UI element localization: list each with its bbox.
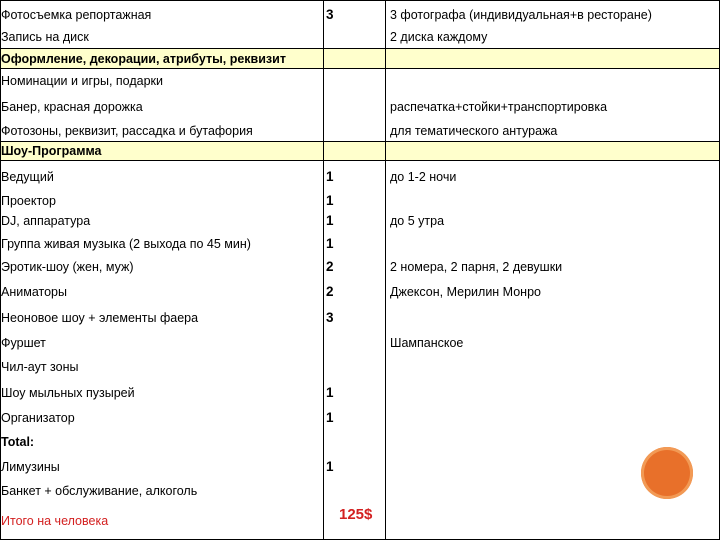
item-name: Фуршет [1,335,46,350]
grid-column-line [385,0,386,540]
item-name: Оформление, декорации, атрибуты, реквизит [1,51,286,66]
item-qty [323,48,385,68]
item-note: для тематического антуража [390,123,558,138]
table-row [0,500,720,530]
item-name: Банер, красная дорожка [1,99,143,114]
grid-row-line [0,0,720,1]
item-note: распечатка+стойки+транспортировка [390,99,608,114]
item-note: Шампанское [390,335,464,350]
item-name: Проектор [1,193,56,208]
item-qty [323,118,385,140]
item-qty [323,93,385,116]
item-name: Фотосъемка репортажная [1,7,152,22]
item-note: 2 номера, 2 парня, 2 девушки [390,259,563,274]
table-row [0,427,720,451]
table-row [0,68,720,90]
table-row [0,160,720,186]
table-row [0,301,720,327]
table-row [0,118,720,140]
table-row [0,352,720,376]
item-note [388,402,718,427]
item-name: Номинации и игры, подарки [1,73,163,88]
grid-column-line [323,0,324,540]
total-per-person: 125$ [339,506,373,523]
table-row [0,230,720,253]
item-qty [323,427,385,451]
item-name: Лимузины [1,459,60,474]
table-row [0,327,720,352]
item-name: Ведущий [1,169,54,184]
table-row [0,451,720,476]
item-qty: 1 [326,384,334,400]
item-name: Банкет + обслуживание, алкоголь [1,483,198,498]
item-qty: 1 [326,168,334,184]
item-qty: 2 [326,283,334,299]
item-note: до 1-2 ночи [390,169,457,184]
table-row [0,24,720,46]
grid-row-line [0,48,720,49]
table-row [0,253,720,276]
item-qty: 1 [326,458,334,474]
item-note [388,186,718,210]
item-name: Организатор [1,410,75,425]
table-row [0,276,720,301]
item-qty [323,24,385,46]
item-qty: 1 [326,235,334,251]
grid-column-line [0,0,1,540]
item-name: Шоу мыльных пузырей [1,385,135,400]
table-row [0,48,720,68]
item-note [388,48,718,68]
item-name: Эротик-шоу (жен, муж) [1,259,134,274]
item-qty: 3 [326,309,334,325]
item-name: Аниматоры [1,284,67,299]
item-qty [323,327,385,352]
table-row [0,186,720,210]
table-row [0,93,720,116]
item-note [388,301,718,327]
item-name: Группа живая музыка (2 выхода по 45 мин) [1,236,251,251]
table-row [0,0,720,24]
grid-row-line [0,141,720,142]
item-name: Шоу-Программа [1,143,102,158]
item-qty: 1 [326,409,334,425]
item-name: Неоновое шоу + элементы фаера [1,310,199,325]
item-name: Запись на диск [1,29,89,44]
table-row [0,141,720,160]
item-name: DJ, аппаратура [1,213,91,228]
item-name: Чил-аут зоны [1,359,79,374]
table-row [0,476,720,500]
item-qty: 1 [326,192,334,208]
orange-circle-decoration [641,447,693,499]
table-row [0,210,720,230]
item-note: Джексон, Мерилин Монро [390,284,541,299]
table-row [0,402,720,427]
item-note [388,230,718,253]
item-note: 3 фотографа (индивидуальная+в ресторане) [390,7,652,22]
item-qty [323,141,385,160]
item-qty [323,68,385,90]
item-note [388,352,718,376]
grid-row-line [0,160,720,161]
item-note: 2 диска каждому [390,29,488,44]
item-note [388,376,718,402]
item-qty [323,476,385,500]
item-name: Итого на человека [1,513,109,528]
item-name: Фотозоны, реквизит, рассадка и бутафория [1,123,253,138]
item-note [388,141,718,160]
item-qty: 1 [326,212,334,228]
item-note [388,68,718,90]
grid-row-line [0,68,720,69]
item-qty: 2 [326,258,334,274]
item-qty [323,352,385,376]
item-qty: 3 [326,6,334,22]
table-row [0,376,720,402]
item-name: Total: [1,434,35,449]
item-note: до 5 утра [390,213,445,228]
item-note [388,500,718,530]
